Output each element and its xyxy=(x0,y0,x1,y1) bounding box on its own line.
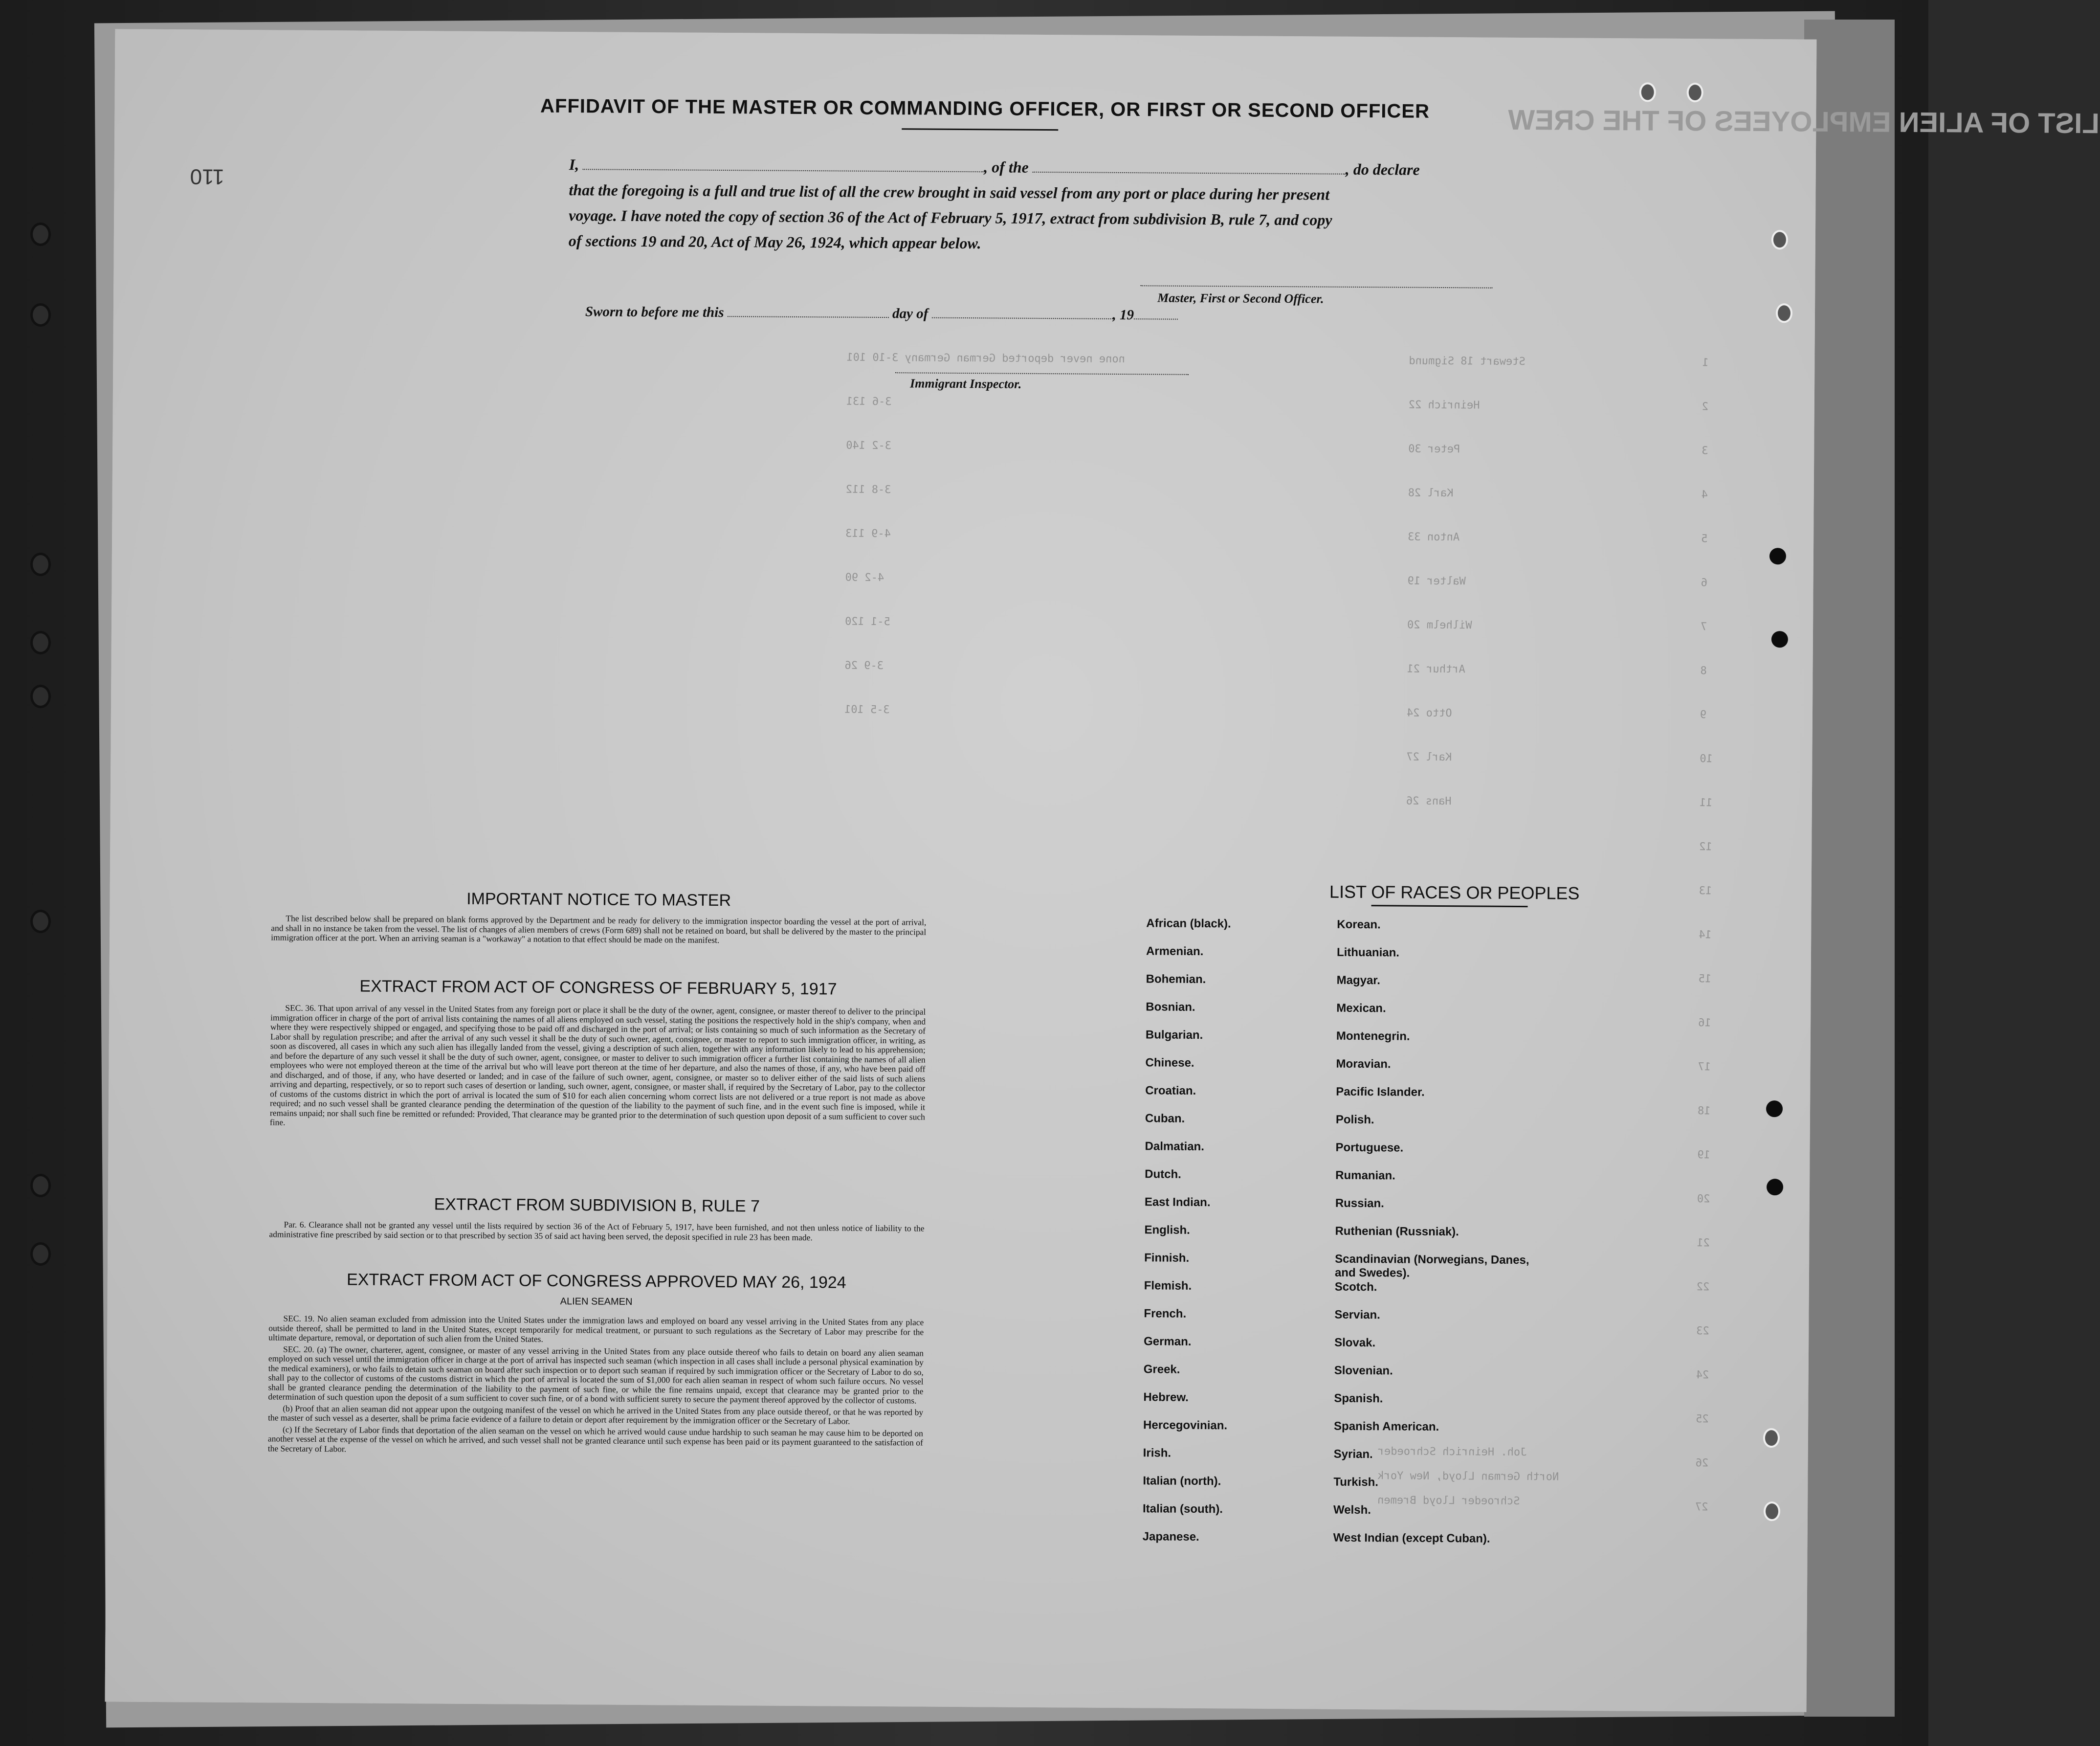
crew-list-page: LIST OF ALIEN EMPLOYEES OF THE CREW 1 2 3 4 5 6 7 8 9 10 11 12 13 14 15 16 17 18 19 20 21 22 23 24 25 26 27 Stewart 18 Sigmund Heinrich 22 Peter 30 Karl 28 Anton 33 Walter 19 Wilhelm 20 Arthur 21 Otto 24 Karl 27 Hans 26 none never deported German Germany 3-10 101 3-6 131 3-2 140 3-8 112 4-9 113 4-2 90 5-1 120 3-9 26 3-5 101 Joh. Heinrich Schroeder North German Lloyd, New York Schroeder Lloyd Bremen 110 AFFIDAVIT OF THE MASTER OR COMMANDING OFFICER, OR FIRST OR SECOND OFFICER I, , of the , do declare that the foregoing is a full and true list of all the crew brought in said vessel from any port or place during her present voyage. I have noted the copy of section 36 of the Act of February 5, 1917, extract from subdivision B, rule 7, and copy of sections 19 and 20, Act of May 26, 1924, which appear below. Master, First or Second Officer. Sworn to before me this day of , 19 Immigrant Inspector. IMPORTANT NOTICE TO MASTER The list described below shall be prepared on blank forms approved by the Department and be ready for delivery to the immigration inspector boarding the vessel at the port of arrival, and shall in no instance be taken from the vessel. The list of changes of alien members of crews (Form 689) shall not be retained on board, but shall be delivered by the master to the principal immigration officer at the port. When an arriving seaman is a "workaway" a notation to that effect should be made on the manifest. EXTRACT FROM ACT OF CONGRESS OF FEBRUARY 5, 1917 SEC. 36. That upon arrival of any vessel in the United States from any foreign port or place it shall be the duty of the owner, agent, consignee, or master thereof to deliver to the principal immigration officer in charge of the port of arrival lists containing the names of all aliens employed on such vessel, stating the positions the respectively hold in the ship's company, when and where they were respectively shipped or engaged, and specifying those to be paid off and discharged in the port of arrival; or lists containing so much of such information as the Secretary of Labor shall by regulation prescribe; and after the arrival of any such vessel it shall be the duty of such owner, agent, consignee, or master to report to such immigration officer, in writing, as soon as discovered, all cases in which any such alien has illegally landed from the vessel, giving a description of such alien, together with any information likely to lead to his apprehension; and before the departure of any such vessel it shall be the duty of such owner, agent, consignee, or master to deliver to such immigration officer a further list containing the names of all alien employees who were not employed thereon at the time of the arrival but who will leave port thereon at the time of her departure, and also the names of those, if any, who have been paid off and discharged, and of those, if any, who have deserted or landed; and in case of the failure of such owner, agent, consignee, or master so to deliver either of the said lists of such aliens arriving and departing, respectively, or so to report such cases of desertion or landing, such owner, agent, consignee, or master shall, if required by the Secretary of Labor, pay to the collector of customs of the customs district in which the port of arrival is located the sum of $10 for each alien concerning whom correct lists are not delivered or a true report is not made as above required; and no such vessel shall be granted clearance pending the determination of the question of the liability to the payment of such fine, and in the event such fine is imposed, while it remains unpaid; nor shall such fine be remitted or refunded: Provided, That clearance may be granted prior to the determination of such question upon deposit of a sum sufficient to cover such fine. EXTRACT FROM SUBDIVISION B, RULE 7 Par. 6. Clearance shall not be granted any vessel until the lists required by section 36 of the Act of February 5, 1917, have been furnished, and not then unless notice of liability to the administrative fine prescribed by said section or to that prescribed by section 35 of said act having been served, the deposit specified in rule 23 has been made. EXTRACT FROM ACT OF CONGRESS APPROVED MAY 26, 1924 ALIEN SEAMEN SEC. 19. No alien seaman excluded from admission into the United States under the immigration laws and employed on board any vessel arriving in the United States from any place outside thereof, shall be permitted to land in the United States, except temporarily for medical treatment, or pursuant to such regulations as the Secretary of Labor may prescribe for the ultimate departure, removal, or deportation of such alien from the United States. SEC. 20. (a) The owner, charterer, agent, consignee, or master of any vessel arriving in the United States from any place outside thereof who fails to detain on board any alien seaman employed on such vessel until the immigration officer in charge at the port of arrival has inspected such seaman (which inspection in all cases shall include a personal physical examination by the medical examiners), or who fails to detain such seaman on board after such inspection or to deport such seaman if required by such immigration officer or the Secretary of Labor to do so, shall pay to the collector of customs of the customs district in which the port of arrival is located the sum of $1,000 for each alien seaman in respect of whom such failure occurs. No vessel shall be granted clearance pending the determination of the liability to the payment of such fine, or while the fine remains unpaid, except that clearance may be granted prior to the determination of such question upon the deposit of a sum sufficient to cover such fine, or of a bond with sufficient surety to secure the payment thereof approved by the collector of customs. (b) Proof that an alien seaman did not appear upon the outgoing manifest of the vessel on which he arrived in the United States from any place outside thereof, or that he was reported by the master of such vessel as a deserter, shall be prima facie evidence of a failure to detain or deport after requirement by the immigration officer or the Secretary of Labor. (c) If the Secretary of Labor finds that deportation of the alien seaman on the vessel on which he arrived would cause undue hardship to such seaman he may cause him to be deported on another vessel at the expense of the vessel on which he arrived, and such vessel shall not be granted clearance until such expense has been paid or its payment guaranteed to the satisfaction of the Secretary of Labor. LIST OF RACES OR PEOPLES African (black). Armenian. Bohemian. Bosnian. Bulgarian. Chinese. Croatian. Cuban. Dalmatian. Dutch. East Indian. English. Finnish. Flemish. French. German. Greek. Hebrew. Hercegovinian. Irish. Italian (north). Italian (south). Japanese. Korean. Lithuanian. Magyar. Mexican. Montenegrin. Moravian. Pacific Islander. Polish. Portuguese. Rumanian. Russian. Ruthenian (Russniak). Scandinavian (Norwegians, Danes, and Swedes). Scotch. Servian. Slovak. Slovenian. Spanish. Spanish American. Syrian. Turkish. Welsh. West Indian (except Cuban). xyxy=(105,29,1817,1712)
affidavit-title: AFFIDAVIT OF THE MASTER OR COMMANDING OFFICER, OR FIRST OR SECOND OFFICER xyxy=(540,95,1430,122)
race-item: Welsh. xyxy=(1333,1503,1371,1517)
races-title: LIST OF RACES OR PEOPLES xyxy=(1329,881,1580,903)
rule-7-title: EXTRACT FROM SUBDIVISION B, RULE 7 xyxy=(434,1195,760,1216)
punch-hole xyxy=(1769,548,1786,564)
race-item: Bohemian. xyxy=(1146,972,1206,986)
race-item: Spanish. xyxy=(1334,1391,1383,1406)
race-item: Dalmatian. xyxy=(1145,1140,1205,1154)
race-item: African (black). xyxy=(1146,917,1231,931)
inspector-signature-blank[interactable] xyxy=(895,360,1189,375)
affidavit-line-2: that the foregoing is a full and true list of all the crew brought in said vessel from any port or place during her present xyxy=(569,181,1330,203)
alien-seamen-subtitle: ALIEN SEAMEN xyxy=(560,1296,633,1307)
punch-hole xyxy=(1764,1501,1780,1521)
binder-hole xyxy=(30,685,51,708)
race-item: Armenian. xyxy=(1146,944,1204,959)
race-item: Portuguese. xyxy=(1335,1141,1404,1155)
sec-19: SEC. 19. No alien seaman excluded from admission into the United States under the immigration laws and employed on board any vessel arriving in the United States from any place outside thereof, shall be permitted to land in the United States, except temporarily for medical treatment, or pursuant to such regulations as the Secretary of Labor may prescribe for the ultimate departure, removal, or deportation of such alien from the United States. xyxy=(268,1313,924,1344)
race-item: Mexican. xyxy=(1336,1001,1386,1015)
punch-hole xyxy=(1771,631,1788,648)
extract-1924-title: EXTRACT FROM ACT OF CONGRESS APPROVED MAY 26, 1924 xyxy=(346,1270,846,1292)
binder-hole xyxy=(30,303,51,327)
sworn-line xyxy=(585,303,1178,323)
punch-hole xyxy=(1763,1428,1780,1448)
title-underline xyxy=(902,128,1058,131)
race-item: Syrian. xyxy=(1333,1447,1373,1461)
race-item: Italian (south). xyxy=(1142,1502,1223,1516)
punch-hole xyxy=(1776,303,1792,323)
sworn-day-blank[interactable] xyxy=(728,304,889,318)
race-item: English. xyxy=(1144,1223,1190,1237)
punch-hole xyxy=(1639,82,1656,102)
race-item: Polish. xyxy=(1335,1113,1374,1127)
race-item: Scotch. xyxy=(1334,1280,1377,1294)
race-item: Dutch. xyxy=(1145,1167,1181,1181)
binder-hole xyxy=(30,553,51,576)
race-item: Finnish. xyxy=(1144,1251,1190,1265)
master-label: Master, First or Second Officer. xyxy=(1157,291,1324,306)
race-item: Turkish. xyxy=(1333,1475,1379,1489)
name-blank[interactable] xyxy=(583,157,984,172)
sec-20c: (c) If the Secretary of Labor finds that deportation of the alien seaman on the vessel on which he arrived would cause undue hardship to such seaman he may cause him to be deported on another vessel at the expense of the vessel on which he arrived, and such vessel shall not be granted clearance until such expense has been paid or its payment guaranteed to the satisfaction of the Secretary of Labor. xyxy=(267,1424,924,1454)
sworn-year-blank[interactable] xyxy=(1134,307,1178,320)
affidavit-line-4: of sections 19 and 20, Act of May 26, 1924, which appear below. xyxy=(568,232,981,252)
affidavit-line-1 xyxy=(569,156,1420,179)
do-declare-label: , do declare xyxy=(1345,160,1420,179)
race-item: Slovak. xyxy=(1334,1336,1376,1350)
master-signature-blank[interactable] xyxy=(1140,273,1492,288)
binding-strip xyxy=(1804,20,1895,1717)
race-item: Bosnian. xyxy=(1146,1000,1195,1014)
race-item: Lithuanian. xyxy=(1336,945,1400,960)
race-item: German. xyxy=(1144,1335,1192,1348)
punch-hole xyxy=(1771,230,1788,249)
race-item: West Indian (except Cuban). xyxy=(1333,1531,1490,1545)
race-item: Moravian. xyxy=(1336,1057,1391,1071)
sworn-label: Sworn to before me this xyxy=(585,304,724,321)
i-prefix: I, xyxy=(569,156,579,174)
race-item: Flemish. xyxy=(1144,1279,1192,1293)
sec-20b: (b) Proof that an alien seaman did not appear upon the outgoing manifest of the vessel on which he arrived in the United States from any place outside thereof, or that he was reported by the master of such vessel as a deserter, shall be prima facie evidence of a failure to detain or deport after requirement by the immigration officer or the Secretary of Labor. xyxy=(268,1403,924,1426)
race-item: Greek. xyxy=(1143,1363,1180,1376)
races-right-column xyxy=(1333,918,1552,1561)
race-item: Hebrew. xyxy=(1143,1390,1189,1404)
race-item: Scandinavian (Norwegians, Danes, and Swedes). xyxy=(1334,1252,1529,1280)
race-item: Rumanian. xyxy=(1335,1168,1395,1183)
extract-1917-title: EXTRACT FROM ACT OF CONGRESS OF FEBRUARY 5, 1917 xyxy=(359,977,837,999)
races-underline xyxy=(1371,905,1528,907)
race-item: Hercegovinian. xyxy=(1143,1418,1228,1433)
inspector-label: Immigrant Inspector. xyxy=(909,376,1022,391)
year-label: , 19 xyxy=(1112,307,1134,323)
punch-hole xyxy=(1766,1100,1783,1117)
race-item: Spanish American. xyxy=(1333,1419,1439,1433)
rule-7-text: Par. 6. Clearance shall not be granted any vessel until the lists required by section 36 of the Act of February 5, 1917, have been furnished, and not then unless notice of liability to the administrative fine prescribed by said section or to that prescribed by section 35 of said act having been served, the deposit specified in rule 23 has been made. xyxy=(269,1219,925,1242)
sworn-month-blank[interactable] xyxy=(932,306,1113,319)
day-of-label: day of xyxy=(892,306,928,322)
race-item: Slovenian. xyxy=(1334,1364,1393,1378)
race-item: Japanese. xyxy=(1142,1530,1199,1544)
race-item: Magyar. xyxy=(1336,973,1381,987)
race-item: Italian (north). xyxy=(1143,1474,1221,1488)
race-item: Korean. xyxy=(1337,918,1381,932)
race-item: Servian. xyxy=(1334,1308,1380,1322)
race-item: Pacific Islander. xyxy=(1336,1085,1425,1099)
binder-hole xyxy=(30,1242,51,1266)
vessel-blank[interactable] xyxy=(1033,160,1346,175)
binder-hole xyxy=(30,631,51,654)
affidavit-line-3: voyage. I have noted the copy of section 36 of the Act of February 5, 1917, extract from subdivision B, rule 7, and copy xyxy=(569,206,1332,229)
race-item: Montenegrin. xyxy=(1336,1029,1410,1043)
punch-hole xyxy=(1687,83,1703,102)
race-item: Irish. xyxy=(1143,1446,1172,1460)
binder-hole xyxy=(30,1174,51,1197)
extract-1924-text xyxy=(268,1314,924,1459)
races-left-column xyxy=(1142,917,1351,1559)
extract-1917-text: SEC. 36. That upon arrival of any vessel in the United States from any foreign port or place it shall be the duty of the owner, agent, consignee, or master thereof to deliver to the principal immigration officer in charge of the port of arrival lists containing the names of all aliens employed on such vessel, stating the positions the respectively hold in the ship's company, when and where they were respectively shipped or engaged, and specifying those to be paid off and discharged in the port of arrival; or lists containing so much of such information as the Secretary of Labor shall by regulation prescribe; and after the arrival of any such vessel it shall be the duty of such owner, agent, consignee, or master to report to such immigration officer, in writing, as soon as discovered, all cases in which any such alien has illegally landed from the vessel, giving a description of such alien, together with any information likely to lead to his apprehension; and before the departure of any such vessel it shall be the duty of such owner, agent, consignee, or master to deliver to such immigration officer a further list containing the names of all alien employees who were not employed thereon at the time of the arrival but who will leave port thereon at the time of her departure, and also the names of those, if any, who have been paid off and discharged, and of those, if any, who have deserted or landed; and in case of the failure of such owner, agent, consignee, or master so to deliver either of the said lists of such aliens arriving and departing, respectively, or so to report such cases of desertion or landing, such owner, agent, consignee, or master shall, if required by the Secretary of Labor, pay to the collector of customs of the customs district in which the port of arrival is located the sum of $10 for each alien concerning whom correct lists are not delivered or a true report is not made as above required; and no such vessel shall be granted clearance pending the determination of the question of the liability to the payment of such fine, and in the event such fine is imposed, while it remains unpaid; nor shall such fine be remitted or refunded: Provided, That clearance may be granted prior to the determination of such question upon deposit of a sum sufficient to cover such fine. xyxy=(269,1003,926,1127)
notice-text: The list described below shall be prepared on blank forms approved by the Department and be ready for delivery to the immigration inspector boarding the vessel at the port of arrival, and shall in no instance be taken from the vessel. The list of changes of alien members of crews (Form 689) shall not be retained on board, but shall be delivered by the master to the principal immigration officer at the port. When an arriving seaman is a "workaway" a notation to that effect should be made on the manifest. xyxy=(271,913,927,945)
punch-hole xyxy=(1767,1179,1783,1195)
sec-20a: SEC. 20. (a) The owner, charterer, agent, consignee, or master of any vessel arriving in the United States from any place outside thereof who fails to detain on board any alien seaman employed on such vessel until the immigration officer in charge at the port of arrival has inspected such seaman (which inspection in all cases shall include a personal physical examination by the medical examiners), or who fails to detain such seaman on board after such inspection or to deport such seaman if required by such immigration officer or the Secretary of Labor to do so, shall pay to the collector of customs of the customs district in which the port of arrival is located the sum of $1,000 for each alien seaman in respect of whom such failure occurs. No vessel shall be granted clearance pending the determination of the liability to the payment of such fine, or while the fine remains unpaid, except that clearance may be granted prior to the determination of such question upon the deposit of a sum sufficient to cover such fine, or of a bond with sufficient surety to secure the payment thereof approved by the collector of customs. xyxy=(268,1344,924,1406)
race-item: French. xyxy=(1144,1307,1187,1321)
page-number-mark: 110 xyxy=(190,164,224,189)
binder-hole xyxy=(30,223,51,246)
race-item: Ruthenian (Russniak). xyxy=(1335,1224,1459,1239)
notice-title: IMPORTANT NOTICE TO MASTER xyxy=(466,889,731,910)
race-item: East Indian. xyxy=(1144,1195,1211,1209)
race-item: Cuban. xyxy=(1145,1112,1185,1125)
race-item: Croatian. xyxy=(1145,1084,1196,1097)
race-item: Chinese. xyxy=(1145,1056,1194,1070)
binder-hole xyxy=(30,910,51,933)
race-item: Bulgarian. xyxy=(1145,1028,1203,1042)
of-the-label: , of the xyxy=(984,158,1029,176)
race-item: Russian. xyxy=(1335,1196,1384,1210)
